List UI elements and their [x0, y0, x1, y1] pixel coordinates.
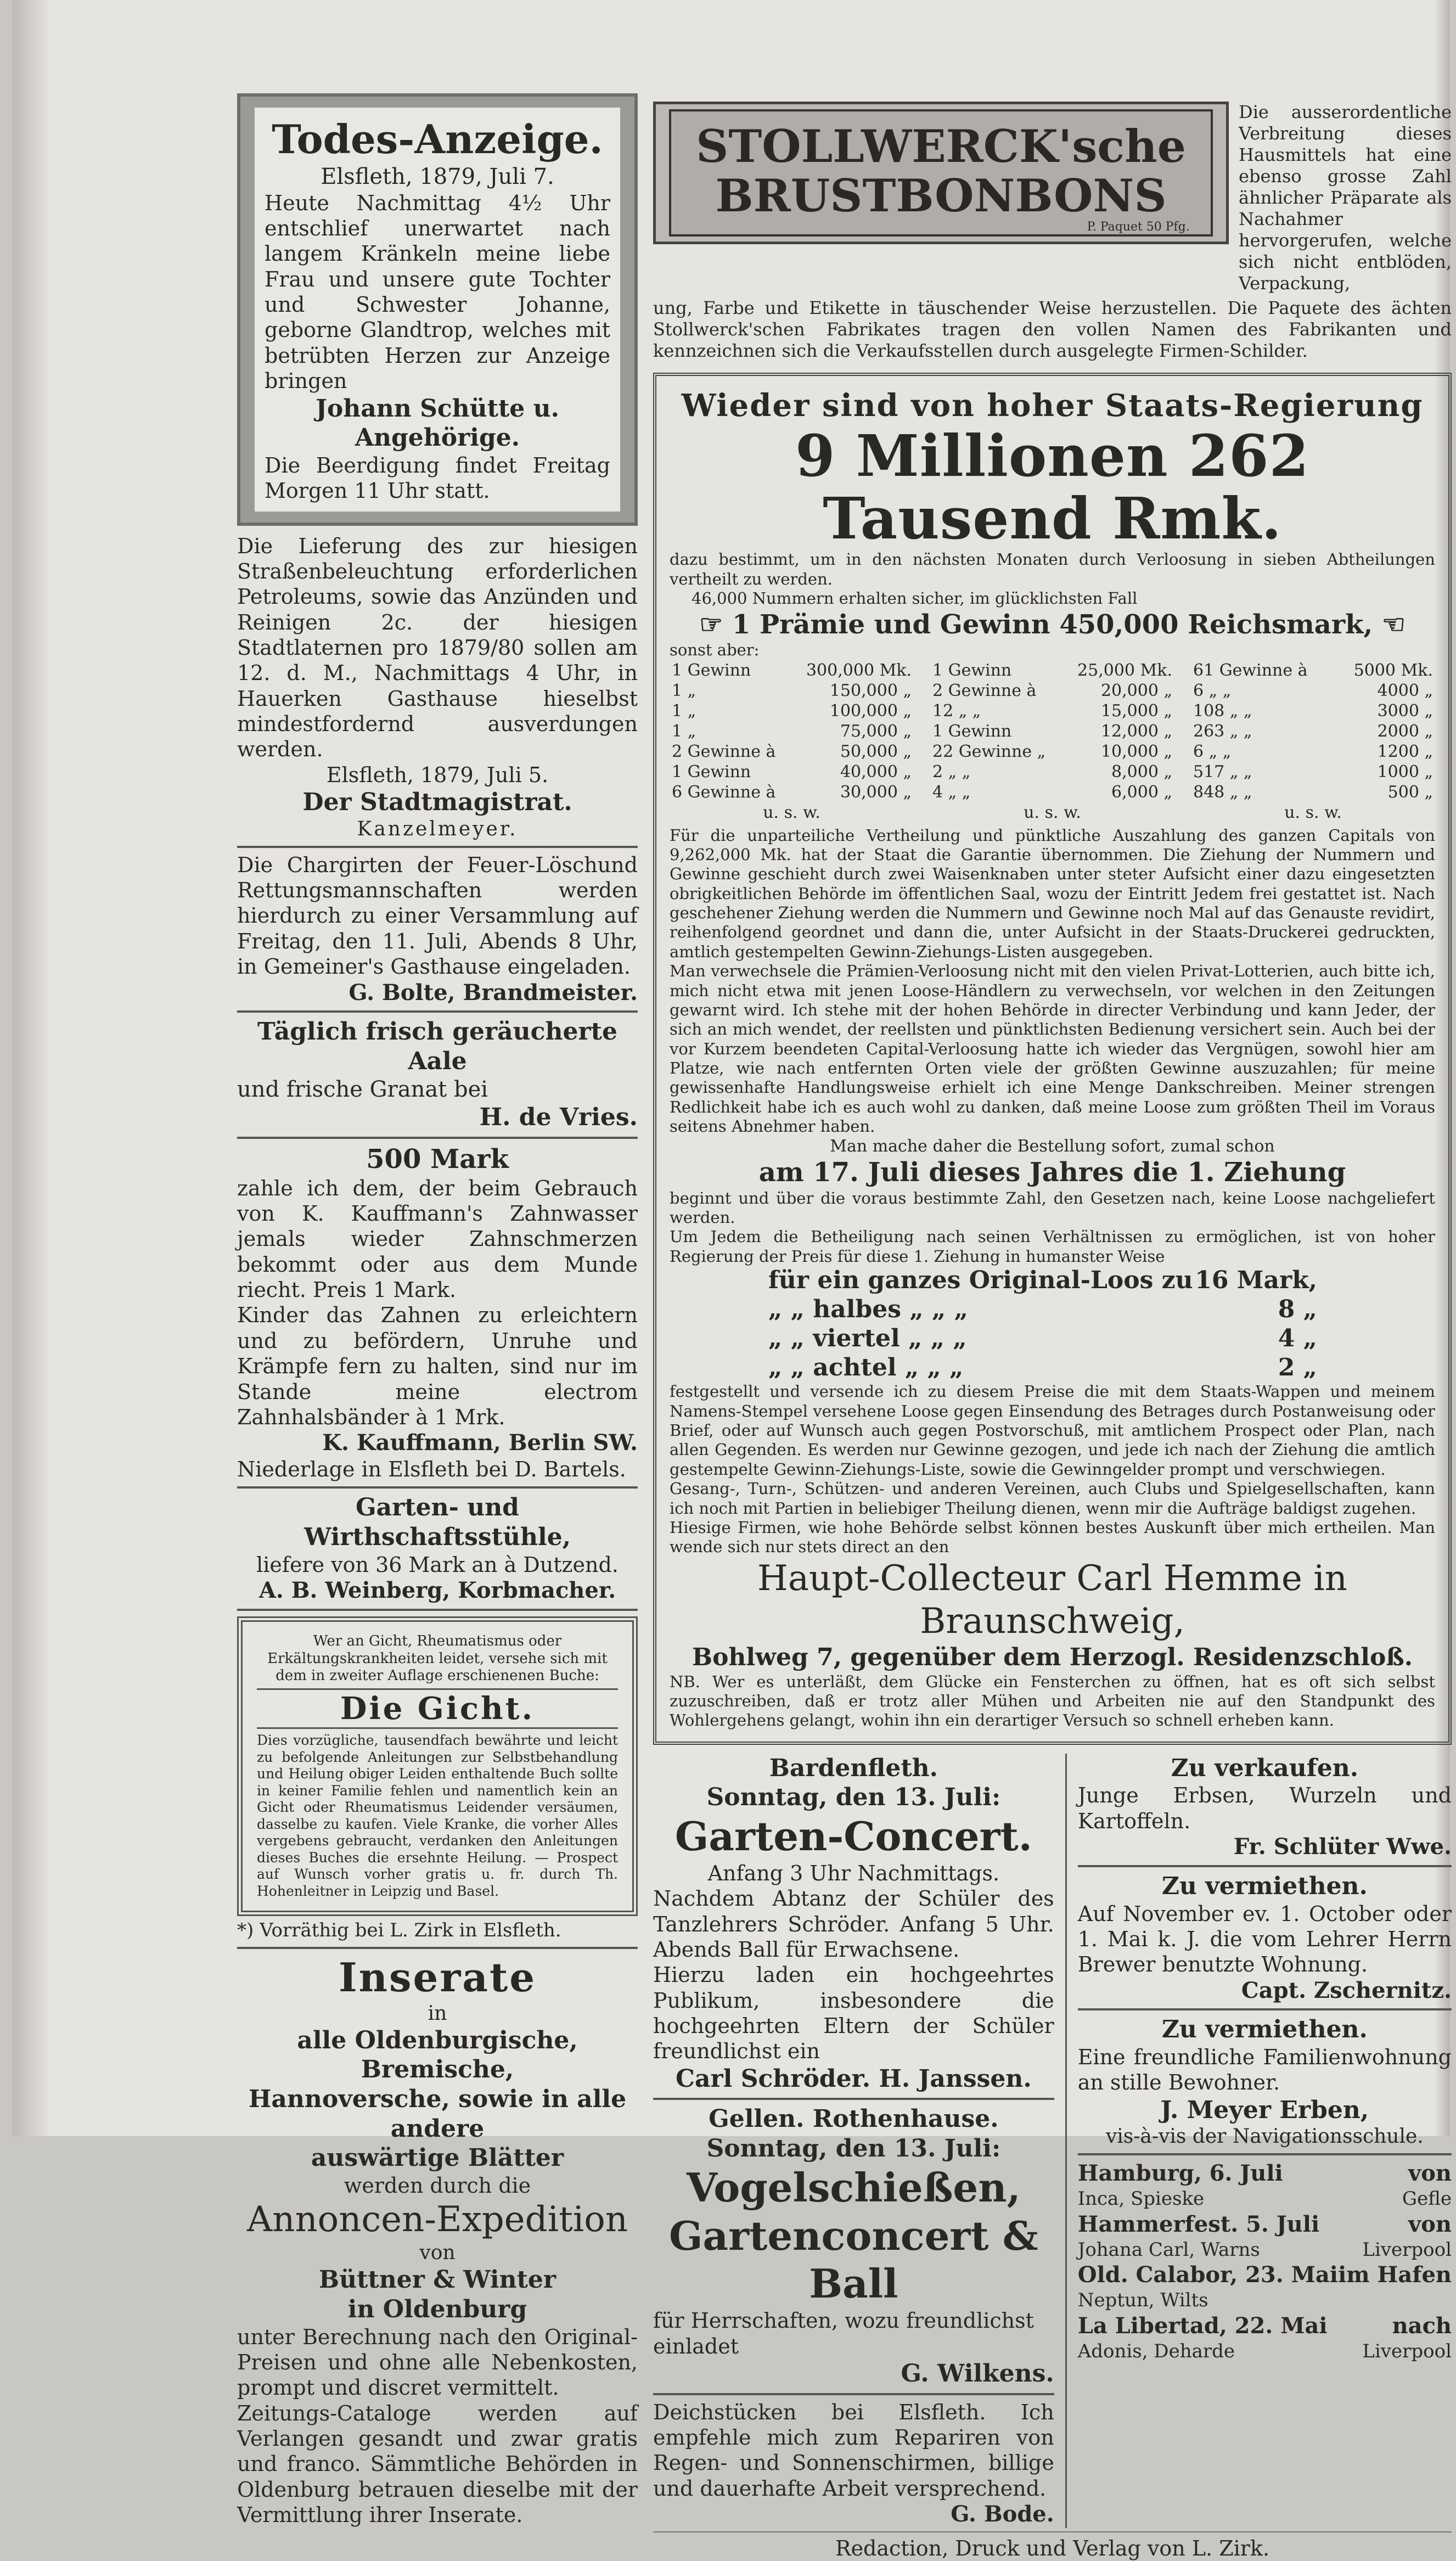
inserate-city: in Oldenburg: [347, 2295, 527, 2323]
prize-row: [1191, 721, 1435, 742]
prize-row: [1191, 660, 1435, 681]
price-row: [768, 1266, 1317, 1295]
prize-usw-row: [670, 802, 914, 823]
ship-port: Adonis, Deharde: [1077, 2340, 1235, 2362]
mark500-text2: Kinder das Zahnen zu erleichtern und zu befördern, Unruhe und Krämpfe fern zu halten, sind nur im Stande meine electrom Zahnhalsbänder à 1 Mrk.: [237, 1303, 638, 1429]
feuer-ad: [237, 852, 638, 1007]
gicht-text: Dies vorzügliche, tausendfach bewährte und leicht zu befolgende Anleitungen zur Selbstbehandlung und Heilung obiger Leiden enthaltende Buch sollte in keiner Familie fehlen und namentlich kein an Gicht oder Rheumatismus Leidender versäumen, dasselbe zu kaufen. Viele Kranke, die vorher Alles vergebens gebraucht, verdanken den Anleitungen dieses Buches die ersehnte Heilung. — Prospect auf Wunsch vorher gratis u. fr. durch Th. Hohenleitner in Leipzig und Basel.: [257, 1732, 618, 1899]
prize-row: [670, 762, 914, 782]
bardenfleth-title: Garten-Concert.: [674, 1813, 1032, 1860]
price-value: 16 Mark,: [1195, 1266, 1317, 1295]
prize-count: 4 „ „: [932, 782, 971, 802]
prize-count: 61 Gewinne à: [1193, 660, 1308, 680]
gellen-date: Sonntag, den 13. Juli:: [706, 2135, 1001, 2163]
prize-amount: 100,000 „: [829, 701, 912, 721]
ship-row: [1078, 2238, 1452, 2262]
price-value: 2 „: [1278, 1353, 1317, 1381]
gellen-title2: Gartenconcert & Ball: [669, 2212, 1038, 2307]
prize-amount: 75,000 „: [840, 721, 912, 741]
lotterie-address: Bohlweg 7, gegenüber dem Herzogl. Residenzschloß.: [692, 1643, 1413, 1671]
mark500-depot: Niederlage in Elsfleth bei D. Bartels.: [237, 1457, 626, 1482]
todes-title: Todes-Anzeige.: [272, 116, 603, 162]
prize-count: 2 Gewinne à: [932, 681, 1037, 700]
divider: [237, 1609, 638, 1611]
ship-row: [1078, 2312, 1452, 2340]
ship-dest: Liverpool: [1362, 2238, 1452, 2261]
price-row: [768, 1295, 1317, 1324]
prize-count: 2 „ „: [932, 762, 971, 782]
gicht-title: Die Gicht.: [257, 1688, 618, 1729]
divider: [1078, 1865, 1452, 1867]
prize-row: [930, 782, 1174, 802]
divider: [1078, 2008, 1452, 2010]
stollwerck-ad: [653, 102, 1452, 294]
divider: [1078, 2153, 1452, 2155]
stollwerck-logo-art: [667, 104, 1215, 242]
garten-line2: liefere von 36 Mark an à Dutzend.: [256, 1552, 619, 1577]
aale-signer: H. de Vries.: [479, 1103, 638, 1132]
mark500-signer: K. Kauffmann, Berlin SW.: [322, 1430, 638, 1456]
prize-row: [930, 701, 1174, 721]
praemie-text: 1 Prämie und Gewinn 450,000 Reichsmark,: [732, 609, 1373, 640]
prize-count: 1 Gewinn: [932, 721, 1012, 741]
todes-signer: Johann Schütte u. Angehörige.: [316, 394, 559, 452]
price-row: [768, 1324, 1317, 1353]
hand-icon-right: ☜: [1373, 609, 1406, 640]
prize-count: 2 Gewinne à: [672, 742, 776, 761]
divider: [237, 1137, 638, 1139]
prize-amount: 12,000 „: [1100, 721, 1172, 741]
prize-amount: 25,000 Mk.: [1077, 660, 1172, 680]
ship-port: Johana Carl, Warns: [1077, 2238, 1260, 2261]
inserate-von: von: [419, 2242, 456, 2265]
inserate-line2: Hannoversche, sowie in alle andere: [248, 2085, 627, 2143]
prize-usw: u. s. w.: [763, 802, 820, 822]
prize-row: [670, 681, 914, 701]
ship-dest: Liverpool: [1362, 2340, 1452, 2362]
prize-row: [670, 701, 914, 721]
lotterie-big: 9 Millionen 262 Tausend Rmk.: [795, 422, 1309, 553]
bottom-left-ads: [653, 1754, 1067, 2528]
ship-port: Hammerfest. 5. Juli: [1077, 2211, 1320, 2237]
inserate-expedition: Annoncen-Expedition: [247, 2199, 628, 2240]
prize-row: [930, 742, 1174, 762]
prize-row: [670, 660, 914, 681]
todes-burial: Die Beerdigung findet Freitag Morgen 11 Uhr statt.: [265, 453, 610, 503]
bardenfleth-text: Nachdem Abtanz der Schüler des Tanzlehrers Schröder. Anfang 5 Uhr. Abends Ball für Erwachsene.: [653, 1886, 1054, 1962]
inserate-title: Inserate: [338, 1953, 537, 2001]
prize-count: 263 „ „: [1193, 721, 1252, 741]
vermiethen2-signer: J. Meyer Erben,: [1160, 2096, 1369, 2124]
price-row: [768, 1353, 1317, 1383]
prize-col2-body: [930, 660, 1174, 823]
prize-row: [930, 660, 1174, 681]
price-value: 8 „: [1278, 1295, 1317, 1323]
stollwerck-text: ung, Farbe und Etikette in täuschender Weise herzustellen. Die Paquete des ächten Stollwerck'schen Fabrikates tragen den vollen Namen des Fabrikanten und kennzeichnen sich die Verkaufsstellen durch ausgelegte Firmen-Schilder.: [653, 297, 1452, 362]
lotterie-praemie: [670, 609, 1435, 641]
gicht-intro: Wer an Gicht, Rheumatismus oder Erkältungskrankheiten leidet, versehe sich mit dem in zweiter Auflage erschienenen Buche:: [267, 1632, 608, 1684]
prize-amount: 40,000 „: [840, 762, 912, 782]
bardenfleth-text2: Hierzu laden ein hochgeehrtes Publikum, insbesondere die hochgeehrten Eltern der Schüler freundlichst ein: [653, 1963, 1054, 2064]
bode-text: Deichstücken bei Elsfleth. Ich empfehle mich zum Repariren von Regen- und Sonnenschirmen, billige und dauerhafte Arbeit versprechend.: [653, 2400, 1054, 2501]
logo-line1: STOLLWERCK'sche: [696, 120, 1186, 173]
bardenfleth-start: Anfang 3 Uhr Nachmittags.: [707, 1861, 1000, 1885]
hand-icon: ☞: [699, 609, 732, 640]
ship-dest: von: [1408, 2160, 1452, 2187]
verkaufen-signer: Fr. Schlüter Wwe.: [1233, 1834, 1452, 1860]
bardenfleth-place: Bardenfleth.: [769, 1754, 938, 1782]
prize-usw-row: [1191, 802, 1435, 823]
todes-dateline: Elsfleth, 1879, Juli 7.: [321, 164, 554, 189]
vermiethen1-title: Zu vermiethen.: [1161, 1872, 1368, 1900]
feuer-text: Die Chargirten der Feuer-Löschund Rettungsmannschaften werden hierdurch zu einer Versammlung auf Freitag, den 11. Juli, Abends 8 Uhr, in Gemeiner's Gasthause eingeladen.: [237, 852, 638, 979]
left-column: [237, 93, 638, 2528]
divider: [653, 2531, 1452, 2532]
vermiethen2-text: Eine freundliche Familienwohnung an stille Bewohner.: [1077, 2045, 1452, 2095]
prize-amount: 3000 „: [1377, 701, 1433, 721]
prize-amount: 20,000 „: [1100, 681, 1172, 700]
prize-usw: u. s. w.: [1024, 802, 1081, 822]
prize-amount: 30,000 „: [840, 782, 912, 802]
price-label: „ „ halbes „ „ „: [768, 1295, 968, 1323]
petroleum-dateline: Elsfleth, 1879, Juli 5.: [326, 762, 549, 787]
mark500-title: 500 Mark: [366, 1144, 509, 1175]
prize-row: [1191, 701, 1435, 721]
prize-row: [930, 762, 1174, 782]
gellen-text: für Herrschaften, wozu freundlichst einladet: [653, 2309, 1034, 2358]
inserate-line3: auswärtige Blätter: [311, 2144, 564, 2172]
todes-anzeige: [237, 93, 638, 526]
prize-amount: 1200 „: [1377, 742, 1433, 761]
ship-port: Hamburg, 6. Juli: [1077, 2160, 1283, 2187]
gellen-place: Gellen. Rothenhause.: [709, 2105, 999, 2133]
vermiethen2-title: Zu vermiethen.: [1161, 2015, 1368, 2044]
prize-count: 1 „: [672, 701, 696, 721]
prize-amount: 2000 „: [1377, 721, 1433, 741]
lotterie-para4: festgestellt und versende ich zu diesem Preise die mit dem Staats-Wappen und meinem Namens-Stempel versehene Loose gegen Einsendung des Betrages durch Postanweisung oder Brief, oder auf Wunsch auch gegen Postvorschuß, mit amtlichem Prospect oder Plan, nach allen Gegenden. Es werden nur Gewinne gezogen, und jede ich nach der Ziehung die amtlich gestempelte Gewinn-Ziehungs-Liste, sowie die Gewinngelder prompt und verschwiegen.: [670, 1382, 1435, 1479]
ship-row: [1078, 2261, 1452, 2289]
imprint: Redaction, Druck und Verlag von L. Zirk.: [835, 2536, 1270, 2560]
prize-count: 1 Gewinn: [672, 762, 751, 782]
prize-count: 22 Gewinne „: [932, 742, 1046, 761]
lotterie-collecteur: Haupt-Collecteur Carl Hemme in Braunschweig,: [757, 1558, 1347, 1642]
prize-amount: 8,000 „: [1111, 762, 1172, 782]
prize-amount: 1000 „: [1377, 762, 1433, 782]
ship-port: Neptun, Wilts: [1077, 2289, 1208, 2312]
bode-signer: G. Bode.: [951, 2501, 1054, 2528]
prize-amount: 6,000 „: [1111, 782, 1172, 802]
lotterie-para2: Man verwechsele die Prämien-Verloosung nicht mit den vielen Privat-Lotterien, auch bitte ich, mich nicht etwa mit jenen Loose-Händlern zu verwechseln, vor welchen in den Zeitungen gewarnt wird. Ich stehe mit der hohen Behörde in directer Verbindung und kann Jeder, der sich an mich wendet, der reellsten und pünktlichsten Bedienung versichert sein. Auch bei der vor Kurzem beendeten Capital-Verloosung hatte ich wieder das Vergnügen, sowohl hier am Platze, wie nach entfernten Orten viele der größten Gewinne auszuzahlen; für meine gewissenhafte Handlungsweise erhielt ich eine Menge Dankschreiben. Meiner strengen Redlichkeit habe ich es auch wohl zu danken, daß meine Loose zum größten Theil im Voraus seitens Abnehmer haben.: [670, 962, 1435, 1136]
petroleum-signer: Der Stadtmagistrat.: [302, 788, 572, 817]
prize-col3-body: [1191, 660, 1435, 823]
lotterie-ad: [653, 373, 1452, 1744]
divider: [237, 1486, 638, 1489]
stollwerck-logo: [653, 102, 1229, 244]
ship-port: Old. Calabor, 23. Mai: [1077, 2262, 1338, 2288]
aale-ad: [237, 1017, 638, 1132]
ship-list: [1078, 2160, 1452, 2363]
mark500-text: zahle ich dem, der beim Gebrauch von K. Kauffmann's Zahnwasser jemals wieder Zahnschmerzen bekommt oder aus dem Munde riecht. Preis 1 Mark.: [237, 1176, 638, 1302]
prize-row: [930, 721, 1174, 742]
ship-port: Inca, Spieske: [1077, 2188, 1205, 2210]
prize-count: 6 Gewinne à: [672, 782, 776, 802]
bardenfleth-signer: Carl Schröder. H. Janssen.: [675, 2064, 1032, 2093]
inserate-ad: [237, 1953, 638, 2528]
prize-tables: [670, 660, 1435, 823]
vermiethen1-signer: Capt. Zschernitz.: [1241, 1977, 1452, 2003]
prize-count: 1 „: [672, 721, 696, 741]
lotterie-order: Man mache daher die Bestellung sofort, zumal schon: [830, 1136, 1275, 1156]
stollwerck-side: Die ausserordentliche Verbreitung dieses Hausmittels hat eine ebenso grosse Zahl ähnlicher Präparate als Nachahmer hervorgerufen, welche sich nicht entblöden, Verpackung,: [1239, 102, 1452, 294]
garten-line1: Garten- und Wirthschaftsstühle,: [303, 1493, 571, 1552]
lotterie-intro: dazu bestimmt, um in den nächsten Monaten durch Verloosung in sieben Abtheilungen vertheilt zu werden.: [670, 550, 1435, 588]
prize-row: [1191, 782, 1435, 802]
vermiethen1-text: Auf November ev. 1. October oder 1. Mai k. J. die vom Lehrer Herrn Brewer benutzte Wohnung.: [1077, 1901, 1452, 1977]
prize-amount: 300,000 Mk.: [806, 660, 912, 680]
prize-row: [670, 721, 914, 742]
price-value: 4 „: [1278, 1324, 1317, 1352]
mark500-ad: [237, 1143, 638, 1482]
gicht-ad: [237, 1616, 638, 1916]
price-label: für ein ganzes Original-Loos zu: [768, 1266, 1193, 1295]
petroleum-sub: Kanzelmeyer.: [357, 817, 518, 840]
vermiethen2-sub: vis-à-vis der Navigationsschule.: [1105, 2125, 1424, 2148]
ship-row: [1078, 2211, 1452, 2238]
gellen-signer: G. Wilkens.: [901, 2359, 1054, 2388]
prize-usw-row: [930, 802, 1174, 823]
divider: [237, 846, 638, 848]
ship-dest: im Hafen: [1338, 2262, 1452, 2288]
lotterie-para3: Um Jedem die Betheiligung nach seinen Verhältnissen zu ermöglichen, ist von hoher Regierung der Preis für diese 1. Ziehung in humanster Weise: [670, 1227, 1435, 1266]
ship-dest: Gefle: [1402, 2188, 1452, 2210]
prize-count: 1 Gewinn: [672, 660, 751, 680]
bottom-right-ads: [1067, 1754, 1452, 2528]
logo-line2: BRUSTBONBONS: [715, 169, 1167, 222]
divider: [653, 2393, 1054, 2395]
garten-signer: A. B. Weinberg, Korbmacher.: [258, 1577, 616, 1604]
prize-row: [930, 681, 1174, 701]
lotterie-para6: Hiesige Firmen, wie hohe Behörde selbst können bestes Auskunft über mich ertheilen. Man wende sich nur stets direct an den: [670, 1518, 1435, 1557]
lotterie-nb: NB. Wer es unterläßt, dem Glücke ein Fensterchen zu öffnen, hat es oft sich selbst zuzuschreiben, daß er trotz aller Mühen und Arbeiten nie auf den Standpunkt des Wohlergehens gelangt, wohin ihn ein derartiger Versuch so schnell erheben kann.: [670, 1672, 1435, 1730]
prize-table-1: [670, 660, 914, 823]
prize-amount: 50,000 „: [840, 742, 912, 761]
divider: [237, 1010, 638, 1013]
prize-amount: 15,000 „: [1100, 701, 1172, 721]
prize-col1-body: [670, 660, 914, 823]
aale-line1: Täglich frisch geräucherte Aale: [257, 1018, 617, 1075]
prize-row: [670, 782, 914, 802]
price-label: „ „ viertel „ „ „: [768, 1324, 967, 1352]
prize-table-3: [1191, 660, 1435, 823]
prize-amount: 5000 Mk.: [1353, 660, 1433, 680]
aale-line2: und frische Granat bei: [237, 1076, 488, 1102]
feuer-signer: G. Bolte, Brandmeister.: [348, 979, 638, 1006]
ship-row: [1078, 2160, 1452, 2187]
divider: [237, 1947, 638, 1949]
inserate-text: unter Berechnung nach den Original-Preisen und ohne alle Nebenkosten, prompt und discret vermittelt.: [237, 2324, 638, 2400]
petroleum-ad: [237, 533, 638, 841]
divider: [653, 2098, 1054, 2100]
verkaufen-title: Zu verkaufen.: [1171, 1754, 1359, 1782]
prize-amount: 4000 „: [1377, 681, 1433, 700]
gartenstuehle-ad: [237, 1493, 638, 1604]
lotterie-sonst: sonst aber:: [670, 641, 760, 660]
prize-usw: u. s. w.: [1284, 802, 1342, 822]
lotterie-numbers: 46,000 Nummern erhalten sicher, im glücklichsten Fall: [692, 589, 1138, 608]
gellen-title1: Vogelschießen,: [687, 2164, 1021, 2211]
ship-dest: von: [1408, 2211, 1452, 2237]
bardenfleth-date: Sonntag, den 13. Juli:: [706, 1783, 1001, 1812]
newspaper-page: [12, 0, 1452, 2560]
prize-row: [1191, 742, 1435, 762]
ship-row: [1078, 2340, 1452, 2363]
prize-table-2: [930, 660, 1174, 823]
inserate-line1: alle Oldenburgische, Bremische,: [297, 2026, 578, 2084]
prize-count: 12 „ „: [932, 701, 981, 721]
lotterie-headline: Wieder sind von hoher Staats-Regierung: [681, 387, 1424, 424]
lotterie-para5: Gesang-, Turn-, Schützen- und anderen Vereinen, auch Clubs und Spielgesellschaften, kann ich noch mit Partien in beliebiger Theilung dienen, wenn mir die Aufträge baldigst zugehen.: [670, 1479, 1435, 1518]
ship-dest: nach: [1392, 2312, 1452, 2339]
prize-amount: 150,000 „: [829, 681, 912, 700]
lotterie-after: beginnt und über die voraus bestimmte Zahl, den Gesetzen nach, keine Loose nachgeliefert werden.: [670, 1188, 1435, 1227]
inserate-in: in: [428, 2002, 447, 2025]
inserate-firm: Büttner & Winter: [318, 2266, 556, 2294]
prize-amount: 10,000 „: [1100, 742, 1172, 761]
lotterie-ziehung: am 17. Juli dieses Jahres die 1. Ziehung: [758, 1157, 1346, 1188]
ship-port: La Libertad, 22. Mai: [1077, 2312, 1328, 2339]
prize-row: [1191, 762, 1435, 782]
prize-amount: 500 „: [1387, 782, 1433, 802]
ship-row: [1078, 2187, 1452, 2211]
inserate-werden: werden durch die: [344, 2173, 531, 2198]
prize-count: 848 „ „: [1193, 782, 1252, 802]
prize-count: 108 „ „: [1193, 701, 1252, 721]
gicht-footnote: *) Vorräthig bei L. Zirk in Elsfleth.: [237, 1919, 561, 1942]
inserate-text2: Zeitungs-Cataloge werden auf Verlangen gesandt und zwar gratis und franco. Sämmtliche Behörden in Oldenburg betrauen dieselbe mit der Vermittlung ihrer Inserate.: [237, 2401, 638, 2528]
price-list: [670, 1266, 1435, 1382]
prize-row: [1191, 681, 1435, 701]
bottom-ads: [653, 1754, 1452, 2528]
price-label: „ „ achtel „ „ „: [768, 1353, 964, 1381]
logo-small: P. Paquet 50 Pfg.: [1087, 220, 1190, 234]
ship-row: [1078, 2289, 1452, 2312]
petroleum-text: Die Lieferung des zur hiesigen Straßenbeleuchtung erforderlichen Petroleums, sowie das Anzünden und Reinigen 2c. der hiesigen Stadtlaternen pro 1879/80 sollen am 12. d. M., Nachmittags 4 Uhr, in Hauerken Gasthause hieselbst mindestfordernd ausverdungen werden.: [237, 533, 638, 762]
lotterie-para1: Für die unparteiliche Vertheilung und pünktliche Auszahlung des ganzen Capitals von 9,262,000 Mk. hat der Staat die Garantie übernommen. Die Ziehung der Nummern und Gewinne geschieht durch zwei Waisenknaben unter steter Aufsicht einer dazu eingesetzten obrigkeitlichen Behörde im öffentlichen Saal, wozu der Eintritt Jedem frei gestattet ist. Nach geschehener Ziehung werden die Nummern und Gewinne noch Mal auf das Genauste revidirt, reihenfolgend geordnet und dann die, unter Aufsicht in der Staats-Druckerei gedruckten, amtlich gestempelten Gewinn-Ziehungs-Listen ausgegeben.: [670, 825, 1435, 961]
prize-row: [670, 742, 914, 762]
prize-count: 6 „ „: [1193, 681, 1232, 700]
prize-count: 517 „ „: [1193, 762, 1252, 782]
prize-count: 1 „: [672, 681, 696, 700]
prize-count: 1 Gewinn: [932, 660, 1012, 680]
right-column: [653, 102, 1452, 2561]
prize-count: 6 „ „: [1193, 742, 1232, 761]
todes-text: Heute Nachmittag 4½ Uhr entschlief unerwartet nach langem Kränkeln meine liebe Frau und unsere gute Tochter und Schwester Johanne, geborne Glandtrop, welches mit betrübten Herzen zur Anzeige bringen: [265, 190, 610, 394]
verkaufen-text: Junge Erbsen, Wurzeln und Kartoffeln.: [1077, 1783, 1452, 1833]
